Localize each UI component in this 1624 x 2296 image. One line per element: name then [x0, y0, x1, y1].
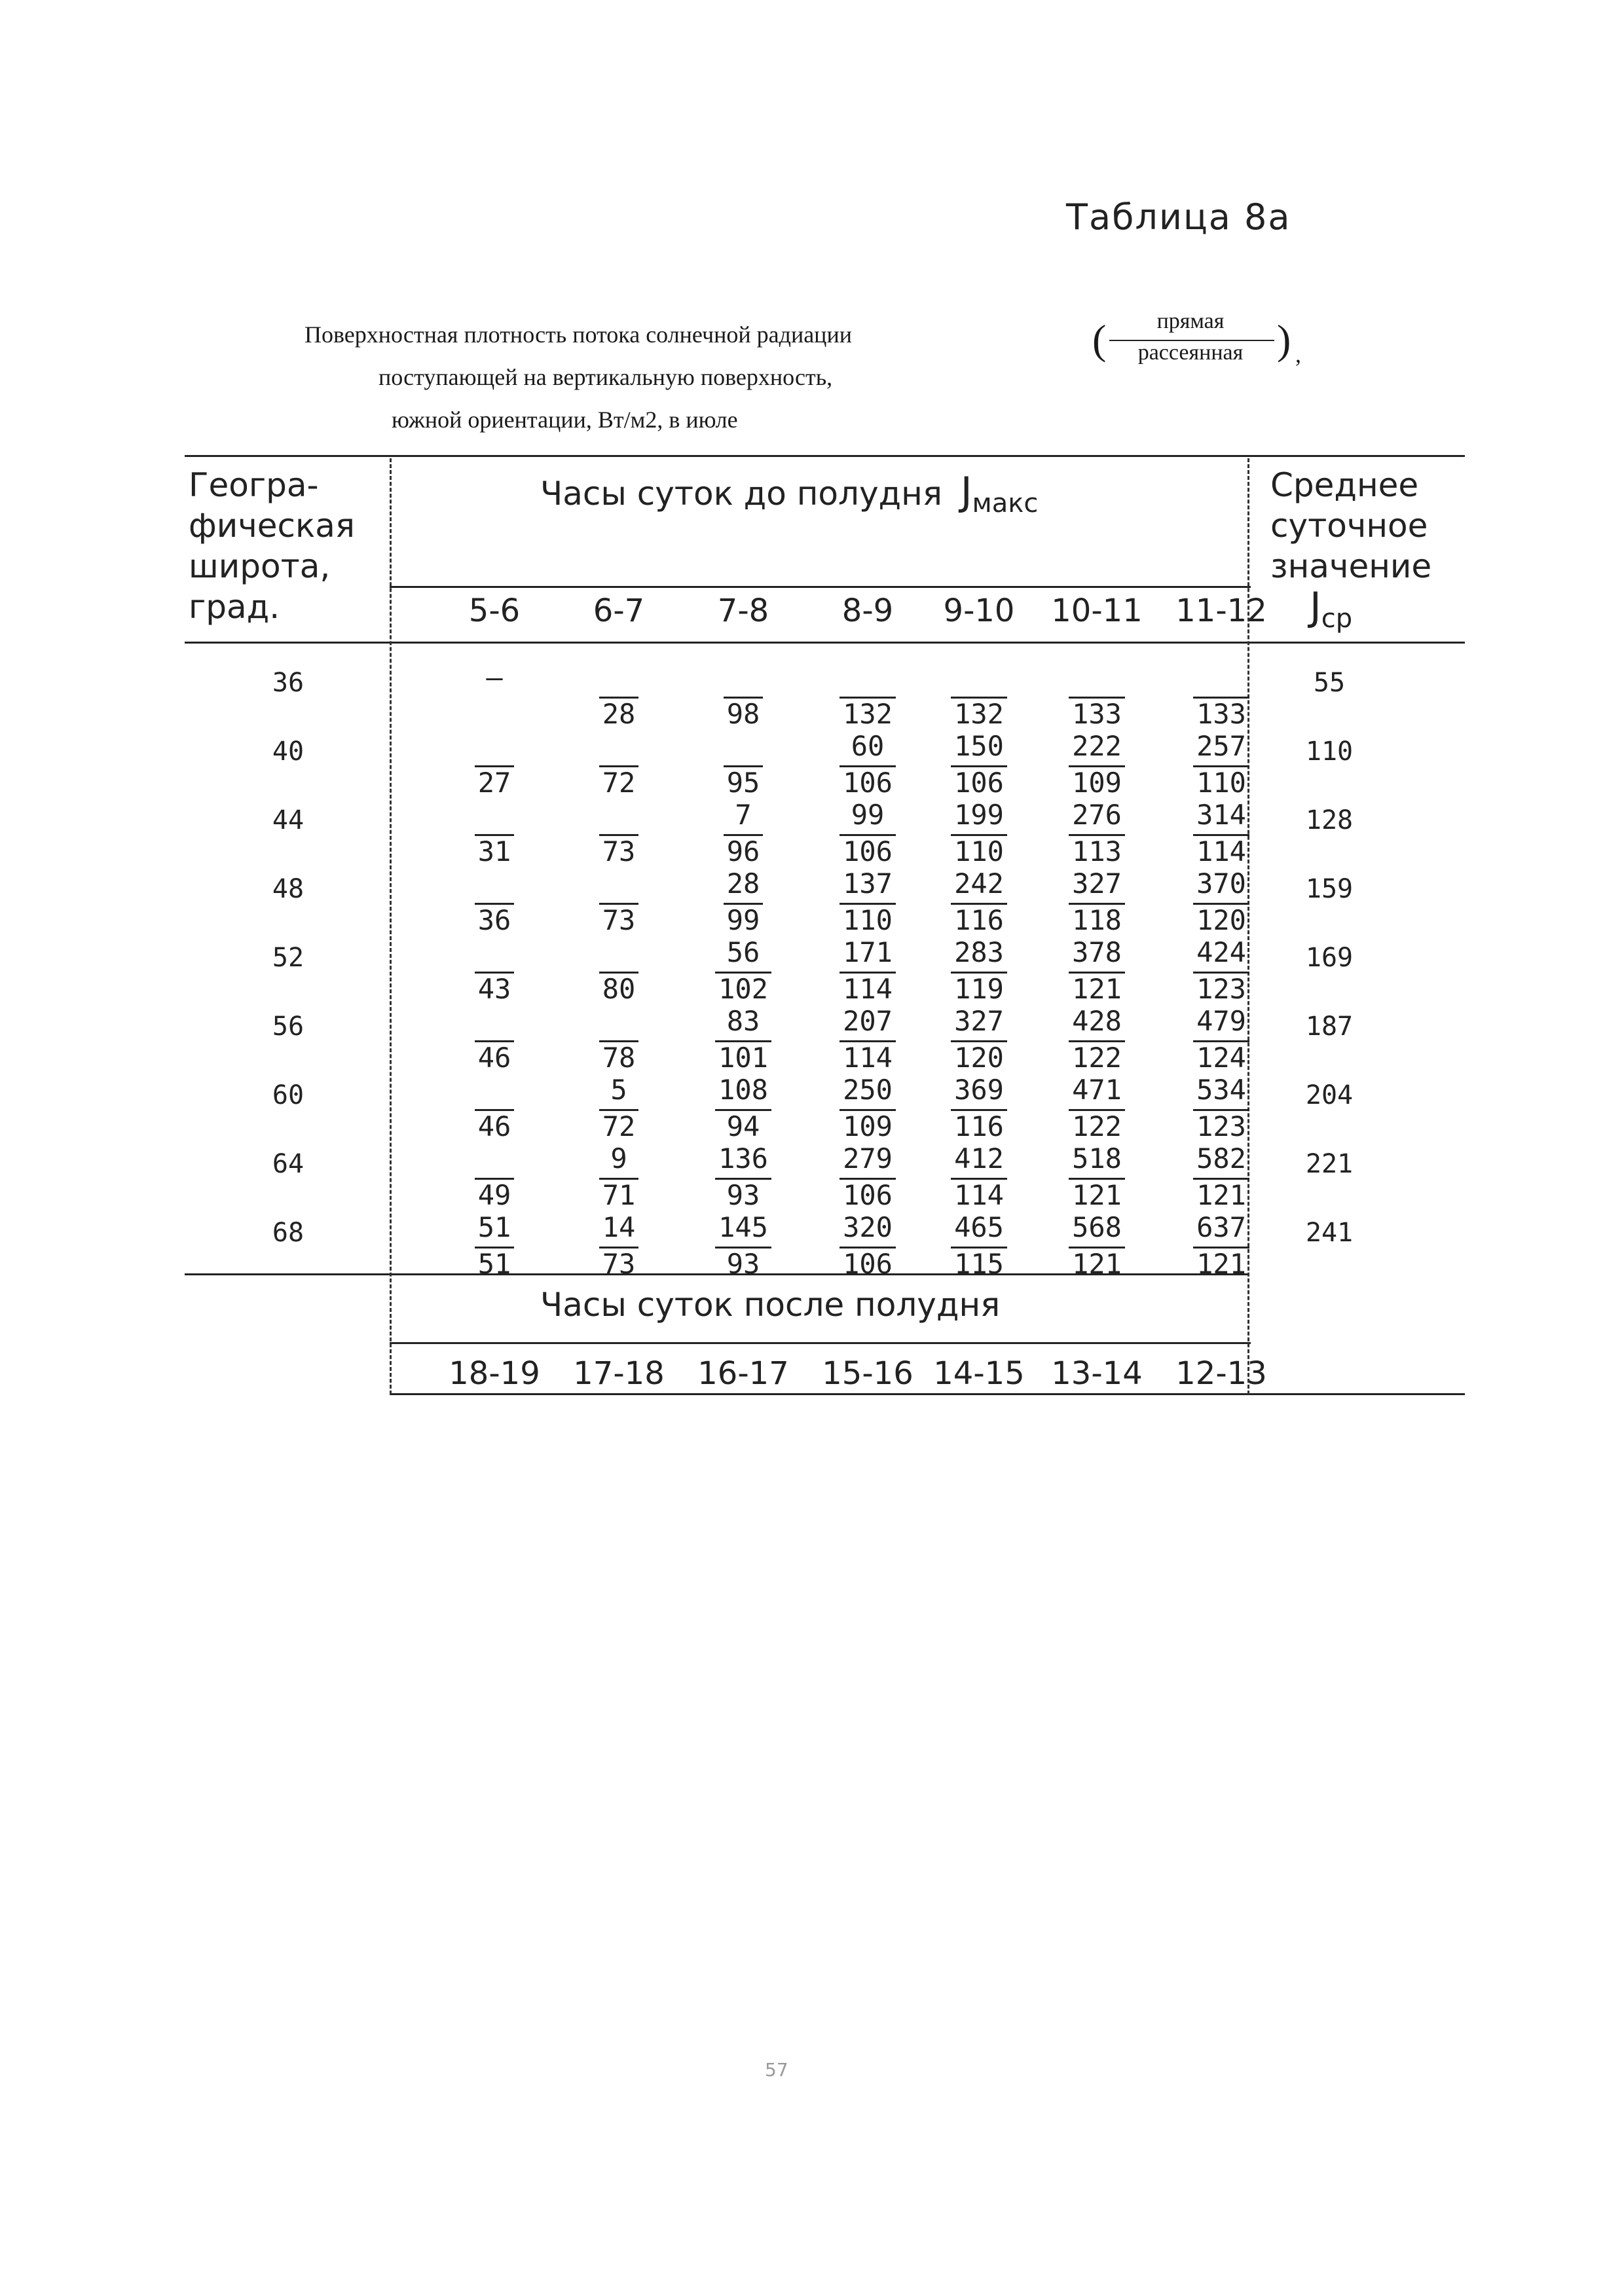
- direct-value: 327: [1072, 867, 1122, 900]
- fraction-cell: [927, 661, 1031, 729]
- fraction-cell: [927, 730, 1031, 798]
- diffuse-value: 73: [602, 904, 636, 936]
- direct-value: 150: [954, 730, 1004, 762]
- direct-value: 207: [843, 1005, 893, 1037]
- diffuse-value: 114: [843, 1042, 893, 1074]
- diffuse-value: 122: [1072, 1042, 1122, 1074]
- caption-fraction: [1092, 309, 1289, 369]
- diffuse-value: 114: [843, 973, 893, 1005]
- latitude-header-line: Геогра-: [189, 466, 319, 504]
- latitude-header-line: град.: [189, 588, 280, 626]
- direct-value: 378: [1072, 936, 1122, 968]
- direct-value: 428: [1072, 1005, 1122, 1037]
- fraction-cell: [1044, 730, 1149, 798]
- direct-value: 108: [718, 1074, 768, 1106]
- fraction-cell: [1169, 1211, 1274, 1279]
- fraction-cell: [927, 936, 1031, 1004]
- diffuse-value: 120: [1196, 904, 1246, 936]
- direct-value: 279: [843, 1142, 893, 1175]
- direct-value: [442, 799, 547, 831]
- diffuse-value: 93: [726, 1179, 760, 1211]
- direct-value: 471: [1072, 1074, 1122, 1106]
- direct-value: [442, 730, 547, 763]
- diffuse-value: 106: [843, 1179, 893, 1211]
- diffuse-value: 110: [843, 904, 893, 936]
- diffuse-value: 94: [726, 1110, 760, 1142]
- diffuse-value: 132: [954, 698, 1004, 730]
- fraction-cell: [442, 799, 547, 867]
- diffuse-value: 98: [726, 698, 760, 730]
- average-value: 110: [1305, 737, 1354, 767]
- fraction-cell: [1169, 661, 1274, 729]
- diffuse-value: 118: [1072, 904, 1122, 936]
- direct-value: 28: [726, 867, 760, 900]
- diffuse-value: 123: [1196, 973, 1246, 1005]
- hour-label: 17-18: [573, 1355, 665, 1392]
- diffuse-value: 36: [477, 904, 511, 936]
- fraction-cell: [1169, 1074, 1274, 1142]
- direct-value: [442, 1142, 547, 1175]
- table-top-rule: [185, 455, 1465, 457]
- fraction-cell: [566, 867, 671, 936]
- diffuse-value: 114: [1196, 835, 1246, 867]
- hour-label: 11-12: [1175, 592, 1267, 629]
- direct-value: 314: [1196, 799, 1246, 831]
- diffuse-value: 110: [1196, 767, 1246, 799]
- fraction-cell: [1169, 867, 1274, 936]
- jmax-subscript: макс: [972, 488, 1039, 519]
- fraction-cell: [691, 867, 796, 936]
- diffuse-value: 132: [843, 698, 893, 730]
- diffuse-value: 113: [1072, 835, 1122, 867]
- direct-value: 320: [843, 1211, 893, 1243]
- direct-value: [442, 1005, 547, 1038]
- fraction-denominator: рассеянная: [1137, 340, 1244, 365]
- jsr-subscript: ср: [1321, 604, 1353, 634]
- average-header-line: Среднее: [1270, 466, 1419, 504]
- average-value: 128: [1305, 805, 1354, 835]
- diffuse-value: 109: [1072, 767, 1122, 799]
- fraction-cell: [442, 1005, 547, 1073]
- fraction-cell: [1169, 799, 1274, 867]
- hour-label: 18-19: [449, 1355, 540, 1392]
- fraction-cell: [691, 1211, 796, 1279]
- hour-label: 16-17: [697, 1355, 789, 1392]
- diffuse-value: 114: [954, 1179, 1004, 1211]
- fraction-cell: [442, 867, 547, 936]
- latitude-value: 68: [272, 1218, 304, 1248]
- fraction-cell: [815, 867, 920, 936]
- direct-value: 145: [718, 1211, 768, 1243]
- diffuse-value: 46: [477, 1042, 511, 1074]
- direct-value: [691, 730, 796, 763]
- caption-comma: ,: [1295, 341, 1301, 367]
- diffuse-value: 95: [726, 767, 760, 799]
- fraction-cell: [815, 1211, 920, 1279]
- direct-value: 171: [843, 936, 893, 968]
- fraction-cell: [1044, 1005, 1149, 1073]
- latitude-header-line: фическая: [189, 507, 355, 545]
- direct-value: 51: [477, 1211, 511, 1243]
- caption-line-1: Поверхностная плотность потока солнечной радиации: [304, 321, 852, 348]
- fraction-cell: [1044, 661, 1149, 729]
- fraction-cell: [566, 936, 671, 1004]
- fraction-cell: [815, 1142, 920, 1211]
- direct-value: 83: [726, 1005, 760, 1037]
- fraction-cell: [691, 799, 796, 867]
- diffuse-value: 133: [1196, 698, 1246, 730]
- fraction-cell: [815, 730, 920, 798]
- header-bottom-rule: [185, 642, 1465, 644]
- direct-value: [1044, 661, 1149, 694]
- fraction-cell: [566, 730, 671, 798]
- diffuse-value: 51: [477, 1248, 511, 1280]
- fraction-cell: [815, 1005, 920, 1073]
- latitude-value: 56: [272, 1011, 304, 1042]
- direct-value: 137: [843, 867, 893, 900]
- direct-value: 283: [954, 936, 1004, 968]
- direct-value: [442, 867, 547, 900]
- diffuse-value: 46: [477, 1110, 511, 1142]
- direct-value: 250: [843, 1074, 893, 1106]
- fraction-cell: [1044, 1211, 1149, 1279]
- fraction-cell: [691, 936, 796, 1004]
- diffuse-value: 71: [602, 1179, 636, 1211]
- right-paren: ): [1277, 316, 1291, 363]
- direct-value: 637: [1196, 1211, 1246, 1243]
- diffuse-value: 72: [602, 767, 636, 799]
- direct-value: 242: [954, 867, 1004, 900]
- direct-value: 518: [1072, 1142, 1122, 1175]
- diffuse-value: 106: [843, 767, 893, 799]
- direct-value: 465: [954, 1211, 1004, 1243]
- direct-value: 199: [954, 799, 1004, 831]
- fraction-cell: [927, 1211, 1031, 1279]
- diffuse-value: 115: [954, 1248, 1004, 1280]
- fraction-cell: [927, 867, 1031, 936]
- fraction-cell: [815, 1074, 920, 1142]
- average-value: 55: [1313, 668, 1346, 698]
- fraction-cell: [815, 661, 920, 729]
- hour-label: 14-15: [933, 1355, 1025, 1392]
- direct-value: [927, 661, 1031, 694]
- fraction-cell: [442, 730, 547, 798]
- latitude-value: 60: [272, 1080, 304, 1110]
- diffuse-value: 28: [602, 698, 636, 730]
- fraction-cell: [1169, 1005, 1274, 1073]
- diffuse-value: 31: [477, 835, 511, 867]
- direct-value: 9: [610, 1142, 627, 1175]
- diffuse-value: 106: [954, 767, 1004, 799]
- direct-value: 568: [1072, 1211, 1122, 1243]
- direct-value: [815, 661, 920, 694]
- diffuse-value: 73: [602, 835, 636, 867]
- diffuse-value: 133: [1072, 698, 1122, 730]
- direct-value: [442, 936, 547, 969]
- fraction-cell: [442, 1074, 547, 1142]
- direct-value: 222: [1072, 730, 1122, 762]
- hour-label: 12-13: [1175, 1355, 1267, 1392]
- direct-value: [566, 730, 671, 763]
- latitude-header-line: широта,: [189, 547, 331, 585]
- diffuse-value: 43: [477, 973, 511, 1005]
- after-noon-header: Часы суток после полудня: [540, 1286, 1001, 1324]
- table-bottom-rule: [390, 1393, 1465, 1395]
- table-label: Таблица 8а: [1066, 196, 1291, 238]
- direct-value: [566, 1005, 671, 1038]
- direct-value: [1169, 661, 1274, 694]
- average-value: 187: [1305, 1011, 1354, 1042]
- diffuse-value: 49: [477, 1179, 511, 1211]
- fraction-cell: [1169, 936, 1274, 1004]
- diffuse-value: 124: [1196, 1042, 1246, 1074]
- diffuse-value: 93: [726, 1248, 760, 1280]
- fraction-cell: [1169, 730, 1274, 798]
- diffuse-value: 27: [477, 767, 511, 799]
- hour-label: 5-6: [468, 592, 521, 629]
- direct-value: 479: [1196, 1005, 1246, 1037]
- diffuse-value: 101: [718, 1042, 768, 1074]
- diffuse-value: 106: [843, 835, 893, 867]
- fraction-cell: [691, 1005, 796, 1073]
- fraction-cell: [566, 1211, 671, 1279]
- direct-value: 7: [735, 799, 752, 831]
- fraction-cell: [566, 799, 671, 867]
- direct-value: 276: [1072, 799, 1122, 831]
- caption-line-2: поступающей на вертикальную поверхность,: [378, 364, 833, 390]
- direct-value: 582: [1196, 1142, 1246, 1175]
- fraction-cell: [1044, 1074, 1149, 1142]
- direct-value: 99: [851, 799, 885, 831]
- hour-label: 15-16: [822, 1355, 913, 1392]
- fraction-cell: [1169, 1142, 1274, 1211]
- direct-value: 412: [954, 1142, 1004, 1175]
- diffuse-value: 121: [1072, 973, 1122, 1005]
- fraction-cell: [691, 1142, 796, 1211]
- hour-label: 8-9: [841, 592, 894, 629]
- average-value: 204: [1305, 1080, 1354, 1110]
- left-paren: (: [1092, 316, 1107, 363]
- hour-label: 10-11: [1051, 592, 1143, 629]
- before-noon-label: Часы суток до полудня: [540, 475, 942, 513]
- average-symbol-line: [1270, 584, 1431, 639]
- average-value: 169: [1305, 943, 1354, 973]
- direct-value: 369: [954, 1074, 1004, 1106]
- diffuse-value: 78: [602, 1042, 636, 1074]
- fraction-cell: [1044, 1142, 1149, 1211]
- diffuse-value: 116: [954, 1110, 1004, 1142]
- latitude-value: 40: [272, 737, 304, 767]
- fraction-cell: [1044, 799, 1149, 867]
- fraction-cell: [566, 661, 671, 729]
- fraction-cell: [691, 661, 796, 729]
- hour-label: 13-14: [1051, 1355, 1143, 1392]
- average-header: [1270, 465, 1431, 639]
- latitude-header: [189, 465, 355, 627]
- diffuse-value: 110: [954, 835, 1004, 867]
- caption-line-3: южной ориентации, Вт/м2, в июле: [392, 407, 738, 433]
- hour-label: 6-7: [593, 592, 645, 629]
- average-header-line: значение: [1270, 547, 1432, 585]
- diffuse-value: 99: [726, 904, 760, 936]
- diffuse-value: 121: [1072, 1248, 1122, 1280]
- fraction-cell: [566, 1005, 671, 1073]
- diffuse-value: 80: [602, 973, 636, 1005]
- fraction-cell: [442, 936, 547, 1004]
- direct-value: 14: [602, 1211, 636, 1243]
- direct-value: [566, 799, 671, 831]
- latitude-value: 44: [272, 805, 304, 835]
- diffuse-value: 106: [843, 1248, 893, 1280]
- diffuse-value: 121: [1196, 1248, 1246, 1280]
- fraction-cell: [927, 799, 1031, 867]
- diffuse-value: 121: [1072, 1179, 1122, 1211]
- fraction-cell: [691, 730, 796, 798]
- diffuse-value: 123: [1196, 1110, 1246, 1142]
- fraction-cell: [927, 1142, 1031, 1211]
- diffuse-value: 121: [1196, 1179, 1246, 1211]
- average-value: 159: [1305, 874, 1354, 904]
- direct-value: 136: [718, 1142, 768, 1175]
- fraction-cell: [691, 1074, 796, 1142]
- latitude-value: 36: [272, 668, 304, 698]
- direct-value: 424: [1196, 936, 1246, 968]
- latitude-value: 48: [272, 874, 304, 904]
- direct-value: 257: [1196, 730, 1246, 762]
- direct-value: [566, 661, 671, 694]
- jmax-symbol: J: [960, 469, 972, 515]
- direct-value: 327: [954, 1005, 1004, 1037]
- direct-value: [442, 1074, 547, 1106]
- hour-label: 9-10: [943, 592, 1015, 629]
- diffuse-value: 119: [954, 973, 1004, 1005]
- diffuse-value: 109: [843, 1110, 893, 1142]
- diffuse-value: 102: [718, 973, 768, 1005]
- before-noon-header: [540, 471, 1038, 524]
- jsr-symbol: J: [1310, 584, 1321, 630]
- diffuse-value: 122: [1072, 1110, 1122, 1142]
- fraction-cell: [566, 1142, 671, 1211]
- diffuse-value: 116: [954, 904, 1004, 936]
- direct-value: 5: [610, 1074, 627, 1106]
- direct-value: 534: [1196, 1074, 1246, 1106]
- fraction-cell: [442, 1142, 547, 1211]
- fraction-cell: [566, 1074, 671, 1142]
- fraction-cell: [927, 1074, 1031, 1142]
- average-header-line: суточное: [1270, 507, 1428, 545]
- fraction-cell: [1044, 936, 1149, 1004]
- fraction-cell: [442, 661, 547, 729]
- direct-value: 370: [1196, 867, 1246, 900]
- fraction-numerator: прямая: [1156, 309, 1225, 333]
- page-number: 57: [765, 2059, 788, 2081]
- fraction-cell: [442, 1211, 547, 1279]
- diffuse-value: 73: [602, 1248, 636, 1280]
- direct-value: 56: [726, 936, 760, 968]
- average-value: 221: [1305, 1149, 1354, 1179]
- fraction-cell: [815, 799, 920, 867]
- direct-value: [566, 867, 671, 900]
- diffuse-value: 72: [602, 1110, 636, 1142]
- latitude-value: 64: [272, 1149, 304, 1179]
- direct-value: [566, 936, 671, 969]
- after-noon-rule: [390, 1342, 1251, 1344]
- average-value: 241: [1305, 1218, 1354, 1248]
- diffuse-value: 120: [954, 1042, 1004, 1074]
- direct-value: 60: [851, 730, 885, 762]
- direct-value: —: [486, 661, 503, 693]
- left-divider: [390, 458, 392, 1394]
- direct-value: [691, 661, 796, 694]
- latitude-value: 52: [272, 943, 304, 973]
- fraction-cell: [815, 936, 920, 1004]
- hours-header-top-rule: [390, 586, 1251, 588]
- hour-label: 7-8: [717, 592, 769, 629]
- fraction-cell: [927, 1005, 1031, 1073]
- diffuse-value: 96: [726, 835, 760, 867]
- fraction-cell: [1044, 867, 1149, 936]
